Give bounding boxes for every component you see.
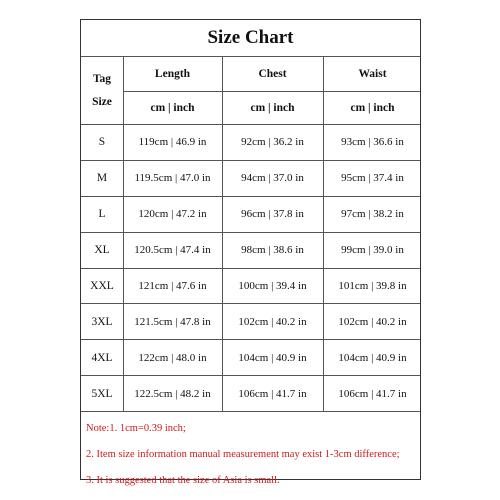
chart-title: Size Chart (81, 20, 420, 57)
table-row (81, 305, 420, 341)
column-divider (222, 57, 223, 412)
column-header-chest: Chest (258, 67, 287, 80)
size-cell: 5XL (91, 387, 113, 400)
chest-cell: 102cm | 40.2 in (238, 315, 307, 328)
length-cell: 120.5cm | 47.4 in (134, 244, 211, 257)
table-row (81, 197, 420, 233)
chest-cell: 94cm | 37.0 in (241, 172, 304, 185)
waist-cell: 104cm | 40.9 in (338, 351, 407, 364)
chest-cell: 100cm | 39.4 in (238, 280, 307, 293)
size-cell: L (98, 208, 106, 221)
unit-header-chest: cm | inch (250, 101, 295, 114)
column-divider (123, 57, 124, 412)
length-cell: 121.5cm | 47.8 in (134, 315, 211, 328)
length-cell: 121cm | 47.6 in (138, 280, 207, 293)
unit-header-length: cm | inch (150, 101, 195, 114)
waist-cell: 102cm | 40.2 in (338, 315, 407, 328)
unit-header-waist: cm | inch (350, 101, 395, 114)
chest-cell: 104cm | 40.9 in (238, 351, 307, 364)
column-header-waist: Waist (358, 67, 387, 80)
size-cell: S (98, 136, 106, 149)
column-divider (323, 57, 324, 412)
size-cell: 4XL (91, 351, 113, 364)
size-cell: 3XL (91, 315, 113, 328)
length-cell: 122cm | 48.0 in (138, 351, 207, 364)
length-cell: 119.5cm | 47.0 in (134, 172, 211, 185)
column-header-length: Length (154, 67, 191, 80)
size-cell: XL (94, 244, 110, 257)
size-label: Size (92, 95, 112, 108)
size-cell: M (96, 172, 108, 185)
table-row (81, 161, 420, 197)
tag-label: Tag (92, 72, 112, 85)
tag-size-header (81, 57, 123, 124)
chest-cell: 98cm | 38.6 in (241, 244, 304, 257)
length-cell: 122.5cm | 48.2 in (134, 387, 211, 400)
chest-cell: 106cm | 41.7 in (238, 387, 307, 400)
waist-cell: 101cm | 39.8 in (338, 280, 407, 293)
table-row (81, 340, 420, 376)
note-line-3: 3. It is suggested that the size of Asia is small. (86, 475, 280, 486)
waist-cell: 93cm | 36.6 in (341, 136, 404, 149)
table-row (81, 125, 420, 161)
waist-cell: 99cm | 39.0 in (341, 244, 404, 257)
length-cell: 119cm | 46.9 in (138, 136, 207, 149)
length-cell: 120cm | 47.2 in (138, 208, 207, 221)
table-row (81, 376, 420, 412)
note-line-1: Note:1. 1cm=0.39 inch; (86, 423, 186, 434)
waist-cell: 95cm | 37.4 in (341, 172, 404, 185)
size-chart-table (80, 19, 421, 486)
waist-cell: 97cm | 38.2 in (341, 208, 404, 221)
notes-section (81, 412, 420, 486)
chest-cell: 96cm | 37.8 in (241, 208, 304, 221)
table-row (81, 233, 420, 269)
table-row (81, 269, 420, 305)
waist-cell: 106cm | 41.7 in (338, 387, 407, 400)
chest-cell: 92cm | 36.2 in (241, 136, 304, 149)
size-cell: XXL (90, 280, 114, 293)
header-row (81, 57, 420, 125)
note-line-2: 2. Item size information manual measurement may exist 1-3cm difference; (86, 449, 400, 460)
